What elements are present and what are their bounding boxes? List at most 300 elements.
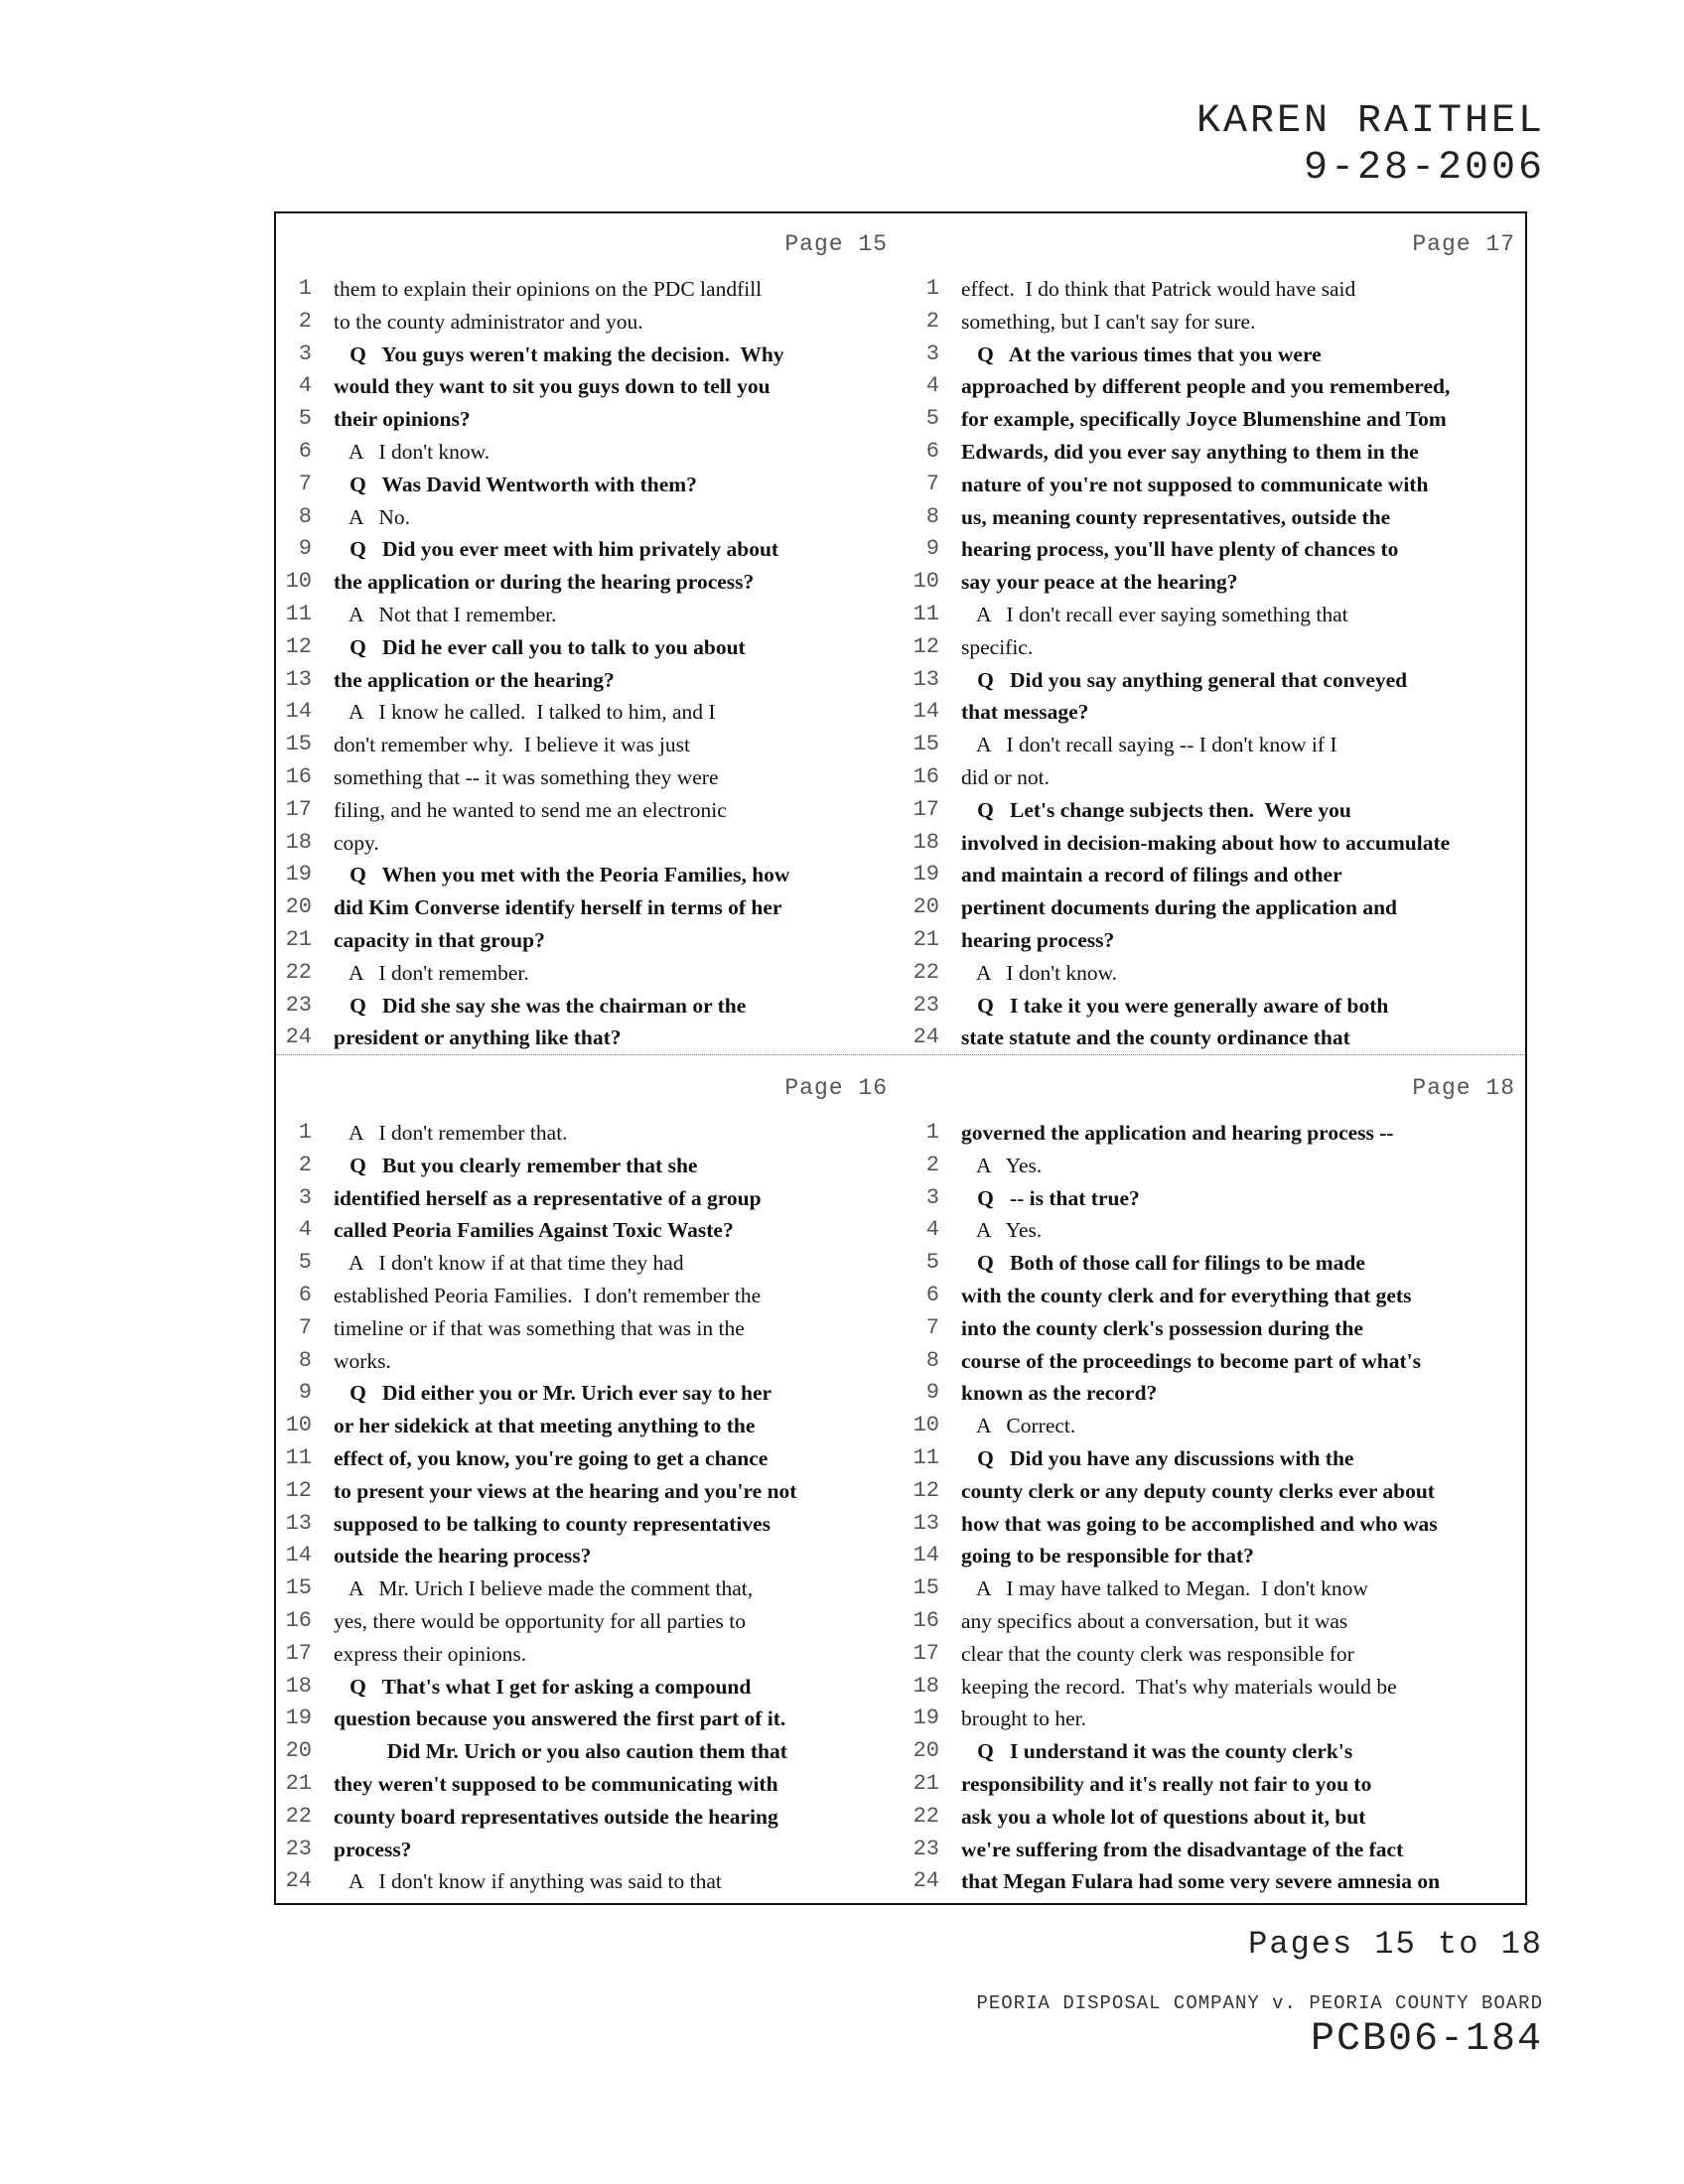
transcript-line (910, 1768, 1531, 1801)
line-text: to the county administrator and you. (334, 309, 643, 334)
line-text: supposed to be talking to county representatives (334, 1511, 771, 1536)
line-number: 6 (925, 1282, 939, 1307)
line-number: 6 (298, 438, 312, 464)
transcript-line (910, 1540, 1531, 1572)
transcript-line (910, 1638, 1531, 1671)
transcript-line (910, 990, 1531, 1023)
transcript-line (910, 436, 1531, 469)
transcript-line (282, 1540, 904, 1572)
transcript-lines (910, 273, 1531, 1054)
line-text: they weren't supposed to be communicating with (334, 1771, 778, 1796)
line-text: us, meaning county representatives, outside the (961, 504, 1391, 529)
transcript-line (910, 1703, 1531, 1735)
line-text: yes, there would be opportunity for all parties to (334, 1608, 746, 1633)
line-text: Q Both of those call for filings to be made (961, 1251, 1365, 1276)
line-text: county board representatives outside the hearing (334, 1804, 778, 1829)
line-number: 20 (912, 894, 939, 920)
transcript-lines (282, 1117, 904, 1898)
transcript-line (910, 1377, 1531, 1410)
transcript-line (282, 339, 904, 371)
deposition-date: 9-28-2006 (1303, 146, 1545, 191)
transcript-line (910, 1671, 1531, 1704)
line-number: 2 (925, 308, 939, 334)
transcript-line (282, 533, 904, 566)
line-number: 11 (285, 601, 312, 626)
transcript-line (910, 1022, 1531, 1054)
line-number: 23 (285, 992, 312, 1018)
transcript-line (282, 566, 904, 599)
transcript-line (910, 794, 1531, 827)
transcript-line (282, 761, 904, 794)
line-text: process? (334, 1837, 412, 1861)
transcript-line (282, 990, 904, 1023)
line-number: 21 (285, 1770, 312, 1796)
line-text: established Peoria Families. I don't remember the (334, 1283, 762, 1307)
line-text: A I don't remember. (334, 960, 529, 985)
line-number: 13 (912, 1510, 939, 1536)
line-number: 8 (298, 503, 312, 529)
line-number: 22 (285, 959, 312, 985)
line-text: for example, specifically Joyce Blumenshine and Tom (961, 407, 1447, 432)
transcript-line (910, 1214, 1531, 1247)
transcript-line (282, 1768, 904, 1801)
line-number: 8 (925, 503, 939, 529)
line-number: 17 (912, 1640, 939, 1666)
line-text: the application or the hearing? (334, 667, 615, 692)
line-number: 8 (298, 1347, 312, 1373)
line-number: 18 (912, 1673, 939, 1699)
line-text: Q Was David Wentworth with them? (334, 472, 697, 496)
line-text: Q When you met with the Peoria Families, how (334, 863, 790, 887)
line-number: 22 (912, 1803, 939, 1829)
line-number: 9 (298, 536, 312, 562)
transcript-line (910, 501, 1531, 534)
transcript-line (282, 1801, 904, 1834)
line-text: effect. I do think that Patrick would have said (961, 277, 1356, 301)
line-number: 14 (285, 699, 312, 725)
line-text: A Mr. Urich I believe made the comment that, (334, 1576, 754, 1601)
transcript-line (282, 1377, 904, 1410)
line-number: 19 (912, 862, 939, 887)
case-number: PCB06-184 (1310, 2017, 1543, 2062)
line-number: 11 (912, 1444, 939, 1470)
line-number: 21 (912, 1770, 939, 1796)
page-number: Page 17 (1412, 231, 1515, 257)
line-number: 15 (912, 1575, 939, 1601)
transcript-line (282, 1117, 904, 1150)
line-number: 6 (298, 1282, 312, 1307)
line-number: 20 (285, 894, 312, 920)
line-number: 19 (912, 1706, 939, 1731)
line-number: 12 (912, 633, 939, 659)
line-text: something, but I can't say for sure. (961, 309, 1256, 334)
line-text: A Not that I remember. (334, 602, 557, 626)
line-text: pertinent documents during the application and (961, 895, 1398, 920)
line-number: 24 (285, 1868, 312, 1894)
line-text: with the county clerk and for everything that gets (961, 1283, 1412, 1307)
transcript-line (910, 1834, 1531, 1866)
line-number: 10 (912, 1413, 939, 1438)
line-number: 16 (285, 763, 312, 789)
transcript-line (910, 1182, 1531, 1215)
line-text: did or not. (961, 764, 1050, 789)
line-number: 7 (925, 1314, 939, 1340)
page-number: Page 15 (784, 231, 888, 257)
line-number: 3 (925, 341, 939, 366)
line-number: 3 (925, 1184, 939, 1210)
line-text: nature of you're not supposed to communicate with (961, 472, 1429, 496)
line-number: 19 (285, 1706, 312, 1731)
transcript-lines (282, 273, 904, 1054)
line-number: 13 (285, 666, 312, 692)
line-text: to present your views at the hearing and you're not (334, 1478, 797, 1503)
line-text: capacity in that group? (334, 927, 545, 952)
transcript-line (910, 1865, 1531, 1898)
line-text: Did Mr. Urich or you also caution them that (334, 1739, 787, 1764)
line-number: 19 (285, 862, 312, 887)
transcript-line (282, 1834, 904, 1866)
line-text: or her sidekick at that meeting anything to the (334, 1414, 756, 1438)
transcript-line (282, 1247, 904, 1280)
line-text: their opinions? (334, 407, 471, 432)
line-text: hearing process, you'll have plenty of chances to (961, 537, 1399, 562)
line-text: express their opinions. (334, 1641, 527, 1666)
line-text: Q Did he ever call you to talk to you about (334, 634, 746, 659)
transcript-line (282, 631, 904, 664)
line-number: 24 (912, 1024, 939, 1050)
transcript-line (282, 370, 904, 403)
line-text: outside the hearing process? (334, 1544, 592, 1569)
line-number: 10 (912, 569, 939, 595)
line-number: 1 (925, 1120, 939, 1145)
transcript-line (910, 533, 1531, 566)
line-number: 5 (925, 406, 939, 432)
line-text: brought to her. (961, 1706, 1086, 1731)
line-text: Q At the various times that you were (961, 341, 1322, 366)
line-text: Q I take it you were generally aware of both (961, 993, 1389, 1018)
line-text: Q You guys weren't making the decision. Why (334, 341, 784, 366)
transcript-line (282, 1605, 904, 1638)
transcript-line (910, 306, 1531, 339)
line-text: Q Did you ever meet with him privately about (334, 537, 779, 562)
line-text: A Yes. (961, 1218, 1043, 1243)
line-text: effect of, you know, you're going to get a chance (334, 1445, 769, 1470)
line-text: don't remember why. I believe it was just (334, 733, 690, 757)
line-number: 24 (285, 1024, 312, 1050)
line-text: how that was going to be accomplished and who was (961, 1511, 1438, 1536)
line-number: 3 (298, 1184, 312, 1210)
line-number: 21 (285, 926, 312, 952)
transcript-line (910, 696, 1531, 729)
transcript-line (910, 1280, 1531, 1312)
transcript-line (910, 664, 1531, 697)
transcript-line (282, 859, 904, 891)
transcript-line (282, 1280, 904, 1312)
line-text: something that -- it was something they were (334, 764, 719, 789)
line-number: 17 (912, 796, 939, 822)
line-text: that message? (961, 700, 1089, 725)
line-number: 6 (925, 438, 939, 464)
line-number: 18 (285, 1673, 312, 1699)
line-text: A I don't recall saying -- I don't know if I (961, 733, 1337, 757)
line-number: 20 (912, 1738, 939, 1764)
line-number: 16 (912, 763, 939, 789)
line-text: Q But you clearly remember that she (334, 1153, 698, 1177)
line-number: 21 (912, 926, 939, 952)
line-text: say your peace at the hearing? (961, 570, 1238, 595)
line-number: 10 (285, 569, 312, 595)
transcript-line (910, 1312, 1531, 1345)
line-number: 23 (285, 1836, 312, 1861)
line-number: 9 (925, 1380, 939, 1406)
line-text: A I don't know. (961, 960, 1118, 985)
transcript-line (910, 891, 1531, 924)
line-number: 5 (298, 1250, 312, 1276)
line-text: A Correct. (961, 1414, 1076, 1438)
line-text: A I don't recall ever saying something that (961, 602, 1348, 626)
line-number: 9 (298, 1380, 312, 1406)
transcript-line (282, 1638, 904, 1671)
transcript-line (282, 501, 904, 534)
line-number: 4 (925, 373, 939, 399)
line-number: 7 (298, 1314, 312, 1340)
line-text: Q Did you have any discussions with the (961, 1445, 1354, 1470)
line-text: ask you a whole lot of questions about it, but (961, 1804, 1366, 1829)
line-number: 2 (298, 1152, 312, 1177)
line-text: would they want to sit you guys down to tell you (334, 374, 771, 399)
transcript-line (282, 1022, 904, 1054)
line-number: 23 (912, 1836, 939, 1861)
line-text: Q -- is that true? (961, 1185, 1140, 1210)
transcript-line (282, 1150, 904, 1182)
line-text: did Kim Converse identify herself in terms of her (334, 895, 782, 920)
line-text: copy. (334, 830, 379, 855)
line-number: 12 (285, 1477, 312, 1503)
line-number: 3 (298, 341, 312, 366)
transcript-line (282, 1345, 904, 1378)
line-number: 15 (285, 1575, 312, 1601)
line-text: A I don't know if at that time they had (334, 1251, 684, 1276)
transcript-line (910, 859, 1531, 891)
line-text: involved in decision-making about how to accumulate (961, 830, 1451, 855)
line-text: and maintain a record of filings and other (961, 863, 1342, 887)
line-number: 7 (925, 471, 939, 496)
line-text: clear that the county clerk was responsible for (961, 1641, 1354, 1666)
witness-name: KAREN RAITHEL (1195, 99, 1545, 144)
line-number: 17 (285, 1640, 312, 1666)
line-number: 24 (912, 1868, 939, 1894)
line-text: question because you answered the first part of it. (334, 1706, 786, 1731)
transcript-line (282, 1735, 904, 1768)
line-number: 12 (285, 633, 312, 659)
transcript-line (910, 370, 1531, 403)
line-number: 15 (285, 732, 312, 757)
transcript-line (910, 1345, 1531, 1378)
transcript-line (910, 827, 1531, 860)
line-number: 16 (285, 1607, 312, 1633)
line-text: A Yes. (961, 1153, 1043, 1177)
line-text: A I may have talked to Megan. I don't know (961, 1576, 1368, 1601)
line-text: into the county clerk's possession during the (961, 1315, 1363, 1340)
line-number: 14 (912, 699, 939, 725)
line-text: timeline or if that was something that was in the (334, 1315, 745, 1340)
transcript-frame (274, 211, 1527, 1905)
line-text: A No. (334, 504, 411, 529)
transcript-line (282, 1410, 904, 1442)
line-text: A I don't remember that. (334, 1121, 568, 1145)
line-text: A I don't know. (334, 439, 491, 464)
transcript-line (910, 339, 1531, 371)
line-number: 1 (298, 276, 312, 301)
line-number: 13 (912, 666, 939, 692)
line-text: Q Did she say she was the chairman or the (334, 993, 747, 1018)
line-text: governed the application and hearing process -- (961, 1121, 1394, 1145)
line-text: any specifics about a conversation, but it was (961, 1608, 1348, 1633)
line-text: course of the proceedings to become part of what's (961, 1348, 1421, 1373)
line-number: 16 (912, 1607, 939, 1633)
line-text: hearing process? (961, 927, 1115, 952)
line-number: 7 (298, 471, 312, 496)
line-number: 22 (285, 1803, 312, 1829)
line-text: the application or during the hearing process? (334, 570, 755, 595)
line-number: 18 (912, 829, 939, 855)
line-text: that Megan Fulara had some very severe amnesia on (961, 1869, 1441, 1894)
transcript-line (282, 1442, 904, 1475)
line-text: Q Let's change subjects then. Were you (961, 797, 1351, 822)
line-number: 18 (285, 829, 312, 855)
line-text: Q Did you say anything general that conveyed (961, 667, 1408, 692)
line-number: 2 (925, 1152, 939, 1177)
transcript-line (282, 827, 904, 860)
line-text: going to be responsible for that? (961, 1544, 1254, 1569)
transcript-line (910, 924, 1531, 957)
line-text: A I don't know if anything was said to that (334, 1869, 722, 1894)
line-text: Q Did either you or Mr. Urich ever say to her (334, 1381, 772, 1406)
transcript-line (282, 891, 904, 924)
line-text: called Peoria Families Against Toxic Waste? (334, 1218, 734, 1243)
transcript-line (282, 1312, 904, 1345)
transcript-page (910, 213, 1531, 1053)
transcript-line (910, 1735, 1531, 1768)
transcript-line (282, 1182, 904, 1215)
line-text: county clerk or any deputy county clerks ever about (961, 1478, 1435, 1503)
transcript-line (910, 1801, 1531, 1834)
transcript-line (282, 664, 904, 697)
pages-range: Pages 15 to 18 (1248, 1926, 1543, 1963)
transcript-line (910, 566, 1531, 599)
transcript-page (282, 1057, 904, 1897)
transcript-line (910, 761, 1531, 794)
line-number: 1 (925, 276, 939, 301)
line-number: 12 (912, 1477, 939, 1503)
line-number: 22 (912, 959, 939, 985)
line-number: 14 (285, 1543, 312, 1569)
line-text: Q I understand it was the county clerk's (961, 1739, 1353, 1764)
transcript-line (910, 1572, 1531, 1605)
line-number: 2 (298, 308, 312, 334)
transcript-line (910, 631, 1531, 664)
transcript-line (282, 1508, 904, 1541)
line-text: president or anything like that? (334, 1025, 622, 1050)
line-number: 4 (298, 1217, 312, 1243)
transcript-line (910, 469, 1531, 501)
transcript-page (910, 1057, 1531, 1897)
line-number: 23 (912, 992, 939, 1018)
transcript-line (910, 1150, 1531, 1182)
line-text: approached by different people and you remembered, (961, 374, 1451, 399)
page-divider (276, 1054, 1525, 1055)
line-number: 17 (285, 796, 312, 822)
line-number: 15 (912, 732, 939, 757)
transcript-line (282, 306, 904, 339)
line-number: 20 (285, 1738, 312, 1764)
line-text: keeping the record. That's why materials would be (961, 1674, 1397, 1699)
transcript-line (910, 273, 1531, 306)
transcript-line (910, 1410, 1531, 1442)
page-number: Page 18 (1412, 1075, 1515, 1101)
transcript-line (282, 1475, 904, 1508)
line-number: 5 (298, 406, 312, 432)
line-text: specific. (961, 634, 1034, 659)
line-number: 13 (285, 1510, 312, 1536)
transcript-line (910, 957, 1531, 990)
line-text: A I know he called. I talked to him, and I (334, 700, 716, 725)
case-title: PEORIA DISPOSAL COMPANY v. PEORIA COUNTY BOARD (976, 1992, 1543, 2014)
transcript-line (910, 599, 1531, 631)
line-number: 11 (912, 601, 939, 626)
line-text: them to explain their opinions on the PDC landfill (334, 277, 763, 301)
transcript-lines (910, 1117, 1531, 1898)
line-number: 4 (298, 373, 312, 399)
transcript-line (282, 729, 904, 761)
transcript-line (910, 1247, 1531, 1280)
line-number: 10 (285, 1413, 312, 1438)
page-number: Page 16 (784, 1075, 888, 1101)
transcript-line (282, 403, 904, 436)
line-number: 11 (285, 1444, 312, 1470)
transcript-line (910, 1508, 1531, 1541)
transcript-line (282, 957, 904, 990)
line-text: identified herself as a representative of a group (334, 1185, 762, 1210)
line-text: works. (334, 1348, 391, 1373)
transcript-line (910, 1475, 1531, 1508)
transcript-line (282, 273, 904, 306)
transcript-line (282, 1865, 904, 1898)
line-text: state statute and the county ordinance that (961, 1025, 1350, 1050)
transcript-line (282, 1703, 904, 1735)
line-text: filing, and he wanted to send me an electronic (334, 797, 727, 822)
line-number: 4 (925, 1217, 939, 1243)
line-text: known as the record? (961, 1381, 1158, 1406)
transcript-line (282, 696, 904, 729)
transcript-line (910, 403, 1531, 436)
line-text: Q That's what I get for asking a compound (334, 1674, 752, 1699)
transcript-line (282, 1671, 904, 1704)
transcript-line (282, 436, 904, 469)
line-number: 1 (298, 1120, 312, 1145)
transcript-line (910, 1605, 1531, 1638)
transcript-line (282, 599, 904, 631)
line-text: responsibility and it's really not fair to you to (961, 1771, 1372, 1796)
transcript-line (282, 1214, 904, 1247)
transcript-page (282, 213, 904, 1053)
transcript-line (910, 1442, 1531, 1475)
transcript-line (282, 924, 904, 957)
transcript-line (282, 469, 904, 501)
line-number: 8 (925, 1347, 939, 1373)
line-number: 9 (925, 536, 939, 562)
line-number: 14 (912, 1543, 939, 1569)
